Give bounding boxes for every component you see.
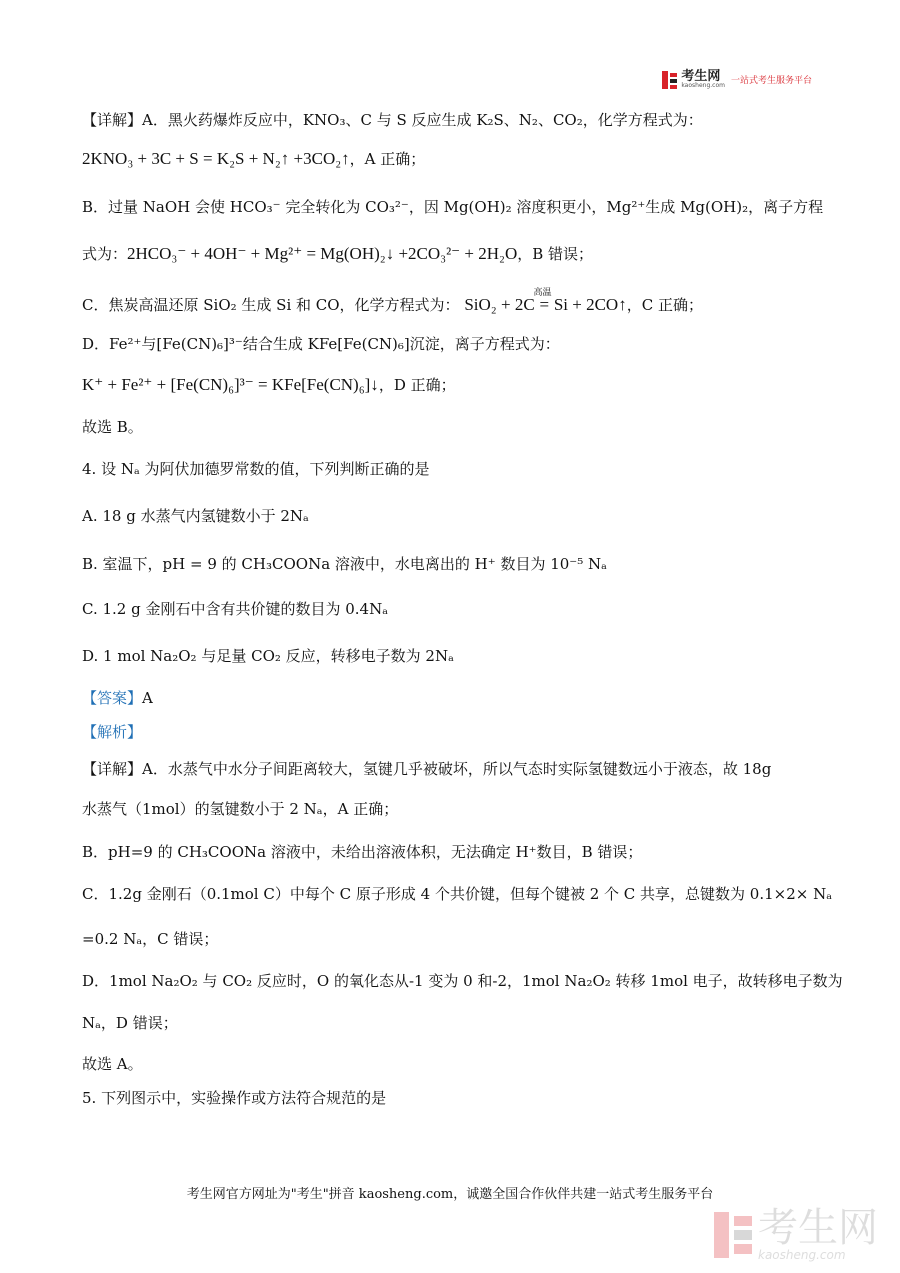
q5-stem: 5. 下列图示中，实验操作或方法符合规范的是 bbox=[82, 1089, 387, 1107]
conclusion-d: ，D 正确； bbox=[378, 376, 456, 394]
equation-d: K⁺ + Fe²⁺ + [Fe(CN)₆]³⁻ = KFe[Fe(CN)₆]↓ bbox=[82, 375, 379, 394]
q4-detail-b: B．pH=9 的 CH₃COONa 溶液中，未给出溶液体积，无法确定 H⁺数目，B 错误； bbox=[82, 843, 643, 861]
q4-option-d: D. 1 mol Na₂O₂ 与足量 CO₂ 反应，转移电子数为 2Nₐ bbox=[82, 647, 454, 665]
logo-icon bbox=[662, 71, 677, 89]
q3-eq-d-line bbox=[82, 374, 456, 396]
analysis-tag: 【解析】 bbox=[82, 723, 143, 741]
detail-tag: 【详解】 bbox=[82, 760, 143, 778]
conclusion-a: ，A 正确； bbox=[349, 150, 426, 168]
q4-option-b: B. 室温下，pH = 9 的 CH₃COONa 溶液中，水电离出的 H⁺ 数目为 10⁻⁵ Nₐ bbox=[82, 555, 607, 573]
answer-tag: 【答案】 bbox=[82, 689, 143, 707]
q4-detail-c2: =0.2 Nₐ，C 错误； bbox=[82, 930, 219, 948]
conclusion-b: ，B 错误； bbox=[517, 245, 594, 263]
detail-c-text: C．焦炭高温还原 SiO₂ 生成 Si 和 CO，化学方程式为： bbox=[82, 296, 460, 314]
q4-detail-d2: Nₐ，D 错误； bbox=[82, 1014, 178, 1032]
q3-detail-b2 bbox=[82, 243, 593, 265]
equation-b: 2HCO₃⁻ + 4OH⁻ + Mg²⁺ = Mg(OH)₂↓ +2CO₃²⁻ + 2H₂O bbox=[127, 244, 518, 263]
condition-label: 高温 bbox=[533, 288, 552, 298]
q4-detail-a2: 水蒸气（1mol）的氢键数小于 2 Nₐ，A 正确； bbox=[82, 800, 399, 818]
watermark-wordmark bbox=[758, 1205, 878, 1262]
q4-option-a: A. 18 g 水蒸气内氢键数小于 2Nₐ bbox=[82, 507, 309, 525]
equation-c-right: Si + 2CO↑ bbox=[553, 295, 627, 314]
watermark-logo-icon bbox=[714, 1212, 752, 1258]
detail-a-text: A．黑火药爆炸反应中，KNO₃、C 与 S 反应生成 K₂S、N₂、CO₂，化学方程式为： bbox=[142, 111, 703, 129]
header-logo bbox=[662, 70, 812, 89]
page-footer: 考生网官方网址为"考生"拼音 kaosheng.com，诚邀全国合作伙伴共建一站式考生服务平台 bbox=[186, 1187, 714, 1202]
watermark bbox=[714, 1205, 878, 1262]
equals-with-condition: = 高温 bbox=[539, 294, 549, 316]
logo-text: 考生网 bbox=[681, 69, 721, 84]
logo-wordmark bbox=[681, 70, 725, 89]
q4-stem: 4. 设 Nₐ 为阿伏加德罗常数的值，下列判断正确的是 bbox=[82, 460, 430, 478]
watermark-sub: kaosheng.com bbox=[758, 1248, 846, 1262]
equation-c-left: SiO₂ + 2C bbox=[464, 295, 535, 314]
q3-detail-b1: B．过量 NaOH 会使 HCO₃⁻ 完全转化为 CO₃²⁻，因 Mg(OH)₂ 溶度积更小，Mg²⁺生成 Mg(OH)₂，离子方程 bbox=[82, 198, 824, 216]
q3-detail-c bbox=[82, 288, 703, 316]
detail-a1-text: A．水蒸气中水分子间距离较大，氢键几乎被破坏，所以气态时实际氢键数远小于液态，故 18g bbox=[142, 760, 772, 778]
b-prefix: 式为： bbox=[82, 245, 128, 263]
q4-detail-c1: C．1.2g 金刚石（0.1mol C）中每个 C 原子形成 4 个共价键，但每个键被 2 个 C 共享，总键数为 0.1×2× Nₐ bbox=[82, 885, 833, 903]
q4-detail-d1: D．1mol Na₂O₂ 与 CO₂ 反应时，O 的氧化态从-1 变为 0 和-2，1mol Na₂O₂ 转移 1mol 电子，故转移电子数为 bbox=[82, 972, 843, 990]
q4-choose: 故选 A。 bbox=[82, 1055, 143, 1073]
q4-detail-a1 bbox=[82, 758, 771, 780]
q4-option-c: C. 1.2 g 金刚石中含有共价键的数目为 0.4Nₐ bbox=[82, 600, 389, 618]
q4-analysis-tag bbox=[82, 721, 142, 743]
detail-tag: 【详解】 bbox=[82, 111, 143, 129]
q3-detail-d: D．Fe²⁺与[Fe(CN)₆]³⁻结合生成 KFe[Fe(CN)₆]沉淀，离子方程式为： bbox=[82, 335, 560, 353]
q4-answer bbox=[82, 687, 153, 709]
conclusion-c: ，C 正确； bbox=[626, 296, 703, 314]
q3-choose: 故选 B。 bbox=[82, 418, 143, 436]
watermark-text: 考生网 bbox=[758, 1205, 878, 1251]
header-slogan: 一站式考生服务平台 bbox=[730, 76, 812, 86]
answer-value: A bbox=[142, 689, 153, 707]
q3-eq-a-line bbox=[82, 148, 425, 170]
logo-sub: kaosheng.com bbox=[681, 82, 725, 89]
equation-a: 2KNO₃ + 3C + S = K₂S + N₂↑ +3CO₂↑ bbox=[82, 149, 350, 168]
q3-detail-a bbox=[82, 109, 703, 131]
